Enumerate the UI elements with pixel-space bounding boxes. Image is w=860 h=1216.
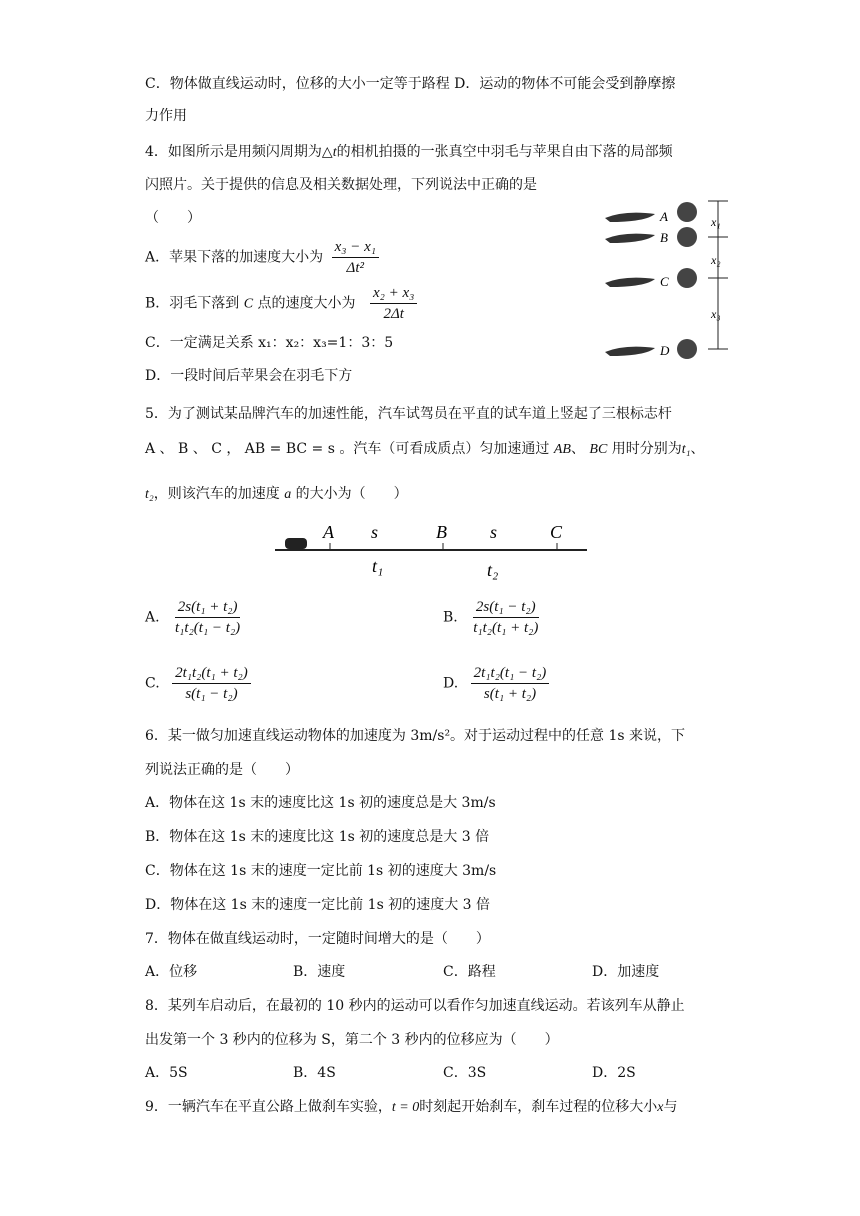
q4-option-c: C．一定满足关系 x₁：x₂：x₃=1：3：5 [145,335,394,351]
time-t2: t₂ [487,560,499,580]
apple-icon [677,227,697,247]
q8-stem-line1: 8．某列车启动后，在最初的 10 秒内的运动可以看作匀加速直线运动。若该列车从静止 [145,998,685,1014]
point-a: A [323,522,334,542]
q5-option-c: C. $\frac{\text{2t₁t₂(t₁ + t₂)}}{\text{s(t₁ − t₂)}}$ [145,664,251,703]
q5-stem-line1: 5．为了测试某品牌汽车的加速性能，汽车试驾员在平直的试车道上竖起了三根标志杆 [145,406,672,422]
dim-x1: x₁ [711,215,721,229]
row-a [605,202,697,224]
point-b: B [436,522,447,542]
label-c: C [660,274,669,289]
dim-x2: x₂ [711,253,721,267]
q7-option-b: B．速度 [293,964,346,980]
q8-option-b: B．4S [293,1065,336,1081]
row-b [605,227,697,247]
q8-option-a: A．5S [145,1065,188,1081]
q6-option-c: C．物体在这 1s 末的速度一定比前 1s 初的速度大 3m/s [145,863,497,879]
q5-stem-line2: A 、 B 、 C ， AB = BC = s 。汽车（可看成质点）匀加速通过 AB、 BC 用时分别为t₁、 [145,441,705,457]
segment-s1: s [371,522,379,542]
point-c: C [550,522,563,542]
q6-stem-line2: 列说法正确的是（ ） [145,762,299,778]
dim-x3: x₃ [711,307,721,321]
q4-stem-line2: 闪照片。关于提供的信息及相关数据处理，下列说法中正确的是 [145,177,537,193]
q4-answer-paren: （ ） [145,210,201,226]
q5-option-d: D. $\frac{\text{2t₁t₂(t₁ − t₂)}}{\text{s(t₁ + t₂)}}$ [443,664,549,703]
car-icon [285,538,307,549]
q9-stem-line1: 9．一辆汽车在平直公路上做刹车实验，t = 0时刻起开始刹车，刹车过程的位移大小x与 [145,1099,678,1115]
q7-stem: 7．物体在做直线运动时，一定随时间增大的是（ ） [145,931,490,947]
q6-option-d: D．物体在这 1s 末的速度一定比前 1s 初的速度大 3 倍 [145,897,491,913]
q4-option-a: A．苹果下落的加速度大小为 $\frac{\text{x₃ − x₁}}{\text{Δt²}}$ [145,238,379,277]
q5-option-b: B. $\frac{\text{2s(t₁ − t₂)}}{\text{t₁t₂(t₁ + t₂)}}$ [443,599,539,636]
feather-icon [605,278,655,287]
q6-option-a: A．物体在这 1s 末的速度比这 1s 初的速度总是大 3m/s [145,795,496,811]
segment-s2: s [490,522,498,542]
q4b-fraction: $\frac{\text{x₂ + x₃}}{2\Delta t}$ [370,284,417,323]
row-d [605,339,697,359]
apple-icon [677,339,697,359]
q3-option-cd: C．物体做直线运动时，位移的大小一定等于路程 D．运动的物体不可能会受到静摩擦 [145,76,676,92]
q5-option-a: A. $\frac{\text{2s(t₁ + t₂)}}{\text{t₁t₂(t₁ − t₂)}}$ [145,599,241,636]
q7-option-d: D．加速度 [592,964,660,980]
label-b: B [660,230,668,245]
feather-icon [605,347,655,356]
apple-icon [677,202,697,222]
q5-stem-line3: t₂，则该汽车的加速度 a 的大小为（ ） [145,486,408,502]
q4-option-b: B．羽毛下落到 C 点的速度大小为 $\frac{\text{x₂ + x₃}}{2\Delta t}$ [145,284,417,323]
q7-option-a: A．位移 [145,964,198,980]
q6-option-b: B．物体在这 1s 末的速度比这 1s 初的速度总是大 3 倍 [145,829,490,845]
label-a: A [660,209,668,224]
label-d: D [660,343,670,358]
feather-icon [605,234,655,243]
apple-icon [677,268,697,288]
q8-option-d: D．2S [592,1065,636,1081]
feather-apple-figure [600,192,740,362]
feather-icon [605,213,655,222]
q8-option-c: C．3S [443,1065,487,1081]
q4-option-d: D．一段时间后苹果会在羽毛下方 [145,368,353,384]
q6-stem-line1: 6．某一做匀加速直线运动物体的加速度为 3m/s²。对于运动过程中的任意 1s 来说，下 [145,728,686,744]
q8-stem-line2: 出发第一个 3 秒内的位移为 S，第二个 3 秒内的位移应为（ ） [145,1032,559,1048]
time-t1: t₁ [372,556,384,576]
q7-option-c: C．路程 [443,964,496,980]
row-c [605,268,697,289]
q4a-fraction: $\frac{\text{x₃ − x₁}}{\text{Δt²}}$ [332,238,379,277]
q3-option-d-cont: 力作用 [145,108,187,124]
track-figure [275,516,595,582]
q4-stem-line1: 4．如图所示是用频闪周期为△t的相机拍摄的一张真空中羽毛与苹果自由下落的局部频 [145,144,673,160]
